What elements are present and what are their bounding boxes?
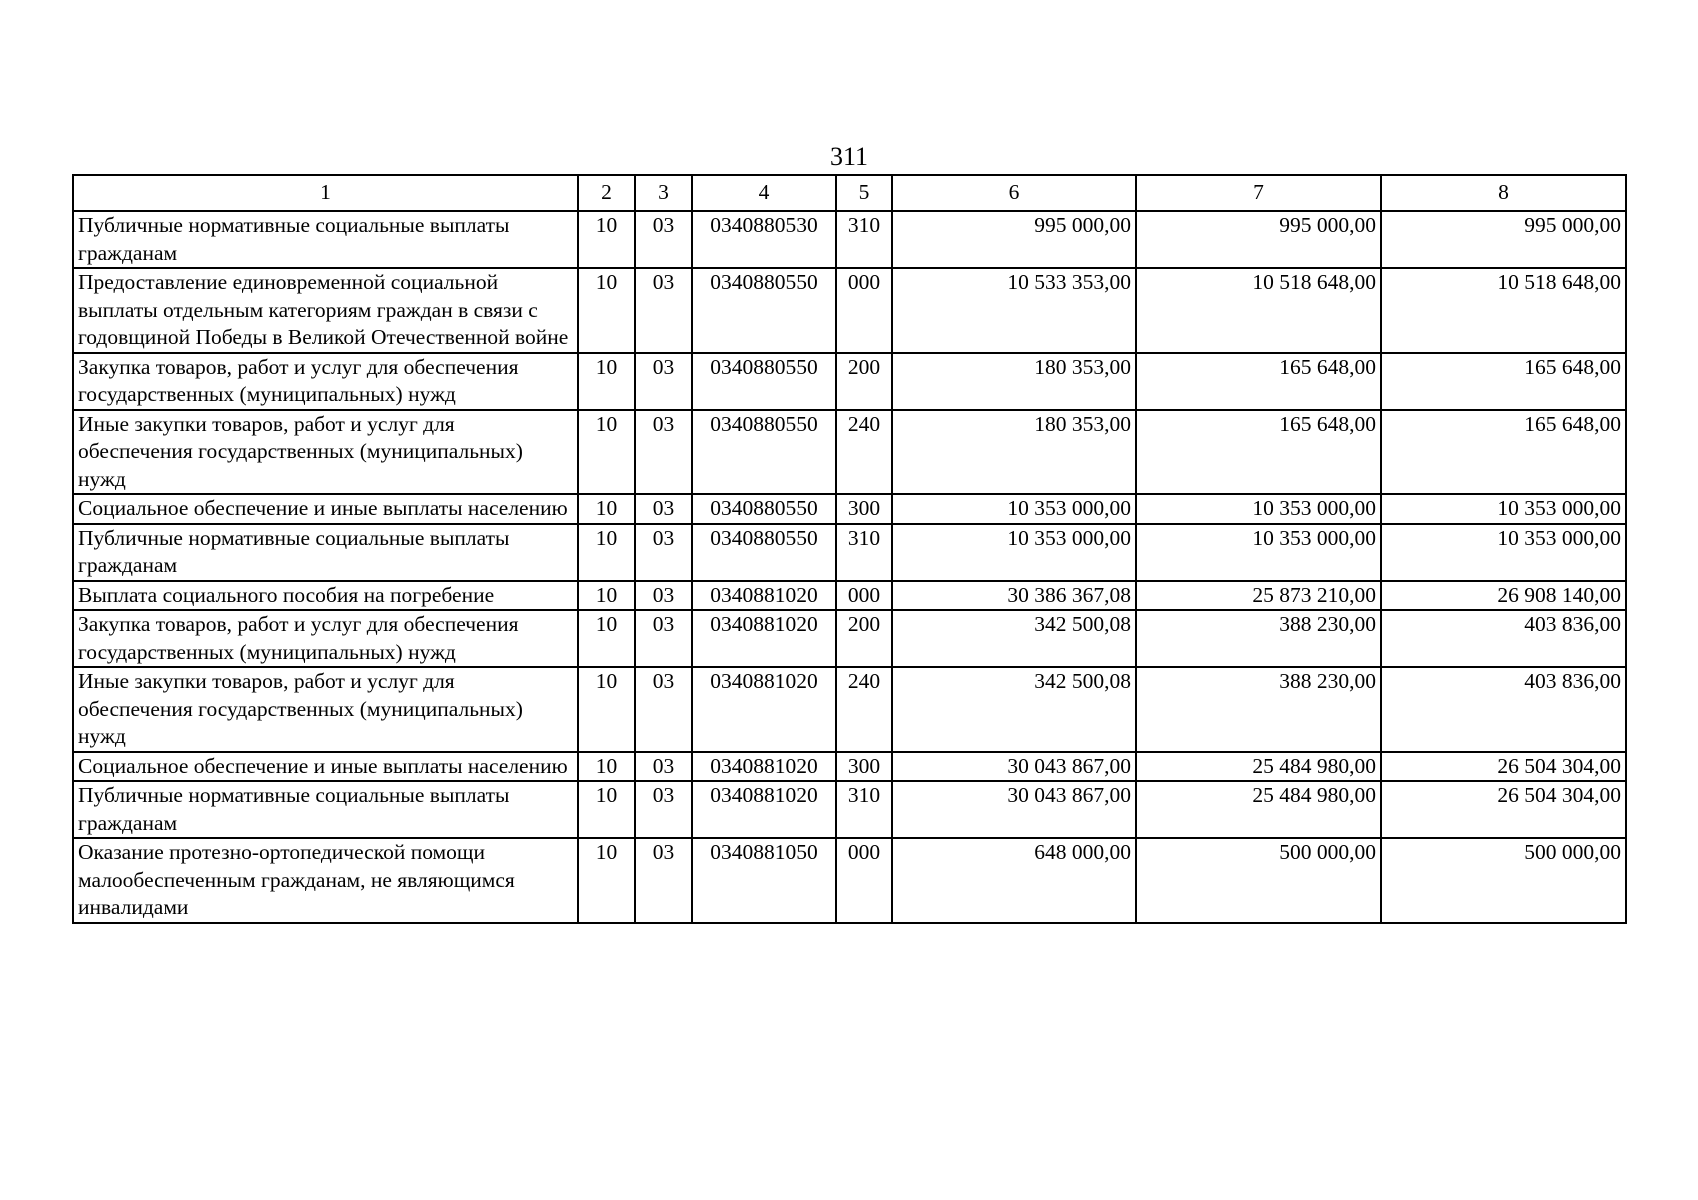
- row-name-cell: Закупка товаров, работ и услуг для обеспечения государственных (муниципальных) нужд: [73, 353, 578, 410]
- section-code-cell: 10: [578, 667, 635, 752]
- amount-col8-cell: 10 518 648,00: [1381, 268, 1626, 353]
- budget-table: [72, 174, 1627, 924]
- section-code-cell: 10: [578, 268, 635, 353]
- section-code-cell: 10: [578, 581, 635, 611]
- section-code-cell: 10: [578, 410, 635, 495]
- amount-col7-cell: 25 484 980,00: [1136, 752, 1381, 782]
- row-name-cell: Оказание протезно-ортопедической помощи малообеспеченным гражданам, не являющимся инвалидами: [73, 838, 578, 923]
- row-name-cell: Предоставление единовременной социальной выплаты отдельным категориям граждан в связи с годовщиной Победы в Великой Отечественной войне: [73, 268, 578, 353]
- expense-type-cell: 200: [836, 610, 892, 667]
- amount-col6-cell: 342 500,08: [892, 610, 1136, 667]
- target-article-cell: 0340881020: [692, 581, 836, 611]
- subsection-code-cell: 03: [635, 524, 692, 581]
- amount-col7-cell: 500 000,00: [1136, 838, 1381, 923]
- table-row: [73, 268, 1626, 353]
- target-article-cell: 0340880550: [692, 353, 836, 410]
- amount-col6-cell: 342 500,08: [892, 667, 1136, 752]
- row-name-cell: Иные закупки товаров, работ и услуг для обеспечения государственных (муниципальных) нужд: [73, 667, 578, 752]
- subsection-code-cell: 03: [635, 781, 692, 838]
- page-number: 311: [829, 142, 869, 171]
- amount-col7-cell: 25 873 210,00: [1136, 581, 1381, 611]
- row-name-cell: Публичные нормативные социальные выплаты гражданам: [73, 211, 578, 268]
- amount-col7-cell: 388 230,00: [1136, 667, 1381, 752]
- row-name-cell: Публичные нормативные социальные выплаты гражданам: [73, 781, 578, 838]
- amount-col8-cell: 26 908 140,00: [1381, 581, 1626, 611]
- section-code-cell: 10: [578, 353, 635, 410]
- expense-type-cell: 240: [836, 410, 892, 495]
- target-article-cell: 0340880550: [692, 410, 836, 495]
- expense-type-cell: 000: [836, 268, 892, 353]
- subsection-code-cell: 03: [635, 211, 692, 268]
- header-cell: 2: [578, 175, 635, 211]
- amount-col8-cell: 165 648,00: [1381, 410, 1626, 495]
- expense-type-cell: 310: [836, 524, 892, 581]
- table-row: [73, 211, 1626, 268]
- subsection-code-cell: 03: [635, 494, 692, 524]
- header-cell: 3: [635, 175, 692, 211]
- table-row: [73, 581, 1626, 611]
- table-row: [73, 410, 1626, 495]
- amount-col7-cell: 995 000,00: [1136, 211, 1381, 268]
- section-code-cell: 10: [578, 494, 635, 524]
- amount-col6-cell: 30 386 367,08: [892, 581, 1136, 611]
- amount-col7-cell: 10 353 000,00: [1136, 494, 1381, 524]
- table-row: [73, 667, 1626, 752]
- subsection-code-cell: 03: [635, 752, 692, 782]
- subsection-code-cell: 03: [635, 838, 692, 923]
- subsection-code-cell: 03: [635, 667, 692, 752]
- target-article-cell: 0340881050: [692, 838, 836, 923]
- section-code-cell: 10: [578, 781, 635, 838]
- amount-col6-cell: 180 353,00: [892, 353, 1136, 410]
- subsection-code-cell: 03: [635, 581, 692, 611]
- amount-col7-cell: 25 484 980,00: [1136, 781, 1381, 838]
- table-row: [73, 752, 1626, 782]
- amount-col6-cell: 30 043 867,00: [892, 752, 1136, 782]
- target-article-cell: 0340881020: [692, 610, 836, 667]
- target-article-cell: 0340880550: [692, 268, 836, 353]
- table-row: [73, 610, 1626, 667]
- amount-col8-cell: 403 836,00: [1381, 610, 1626, 667]
- header-cell: 8: [1381, 175, 1626, 211]
- amount-col7-cell: 165 648,00: [1136, 353, 1381, 410]
- target-article-cell: 0340881020: [692, 667, 836, 752]
- table-row: [73, 353, 1626, 410]
- amount-col8-cell: 165 648,00: [1381, 353, 1626, 410]
- subsection-code-cell: 03: [635, 610, 692, 667]
- section-code-cell: 10: [578, 752, 635, 782]
- row-name-cell: Закупка товаров, работ и услуг для обеспечения государственных (муниципальных) нужд: [73, 610, 578, 667]
- amount-col8-cell: 995 000,00: [1381, 211, 1626, 268]
- row-name-cell: Выплата социального пособия на погребение: [73, 581, 578, 611]
- subsection-code-cell: 03: [635, 353, 692, 410]
- row-name-cell: Публичные нормативные социальные выплаты гражданам: [73, 524, 578, 581]
- amount-col7-cell: 10 518 648,00: [1136, 268, 1381, 353]
- amount-col6-cell: 648 000,00: [892, 838, 1136, 923]
- amount-col6-cell: 10 353 000,00: [892, 524, 1136, 581]
- amount-col6-cell: 995 000,00: [892, 211, 1136, 268]
- table-row: [73, 494, 1626, 524]
- row-name-cell: Иные закупки товаров, работ и услуг для обеспечения государственных (муниципальных) нужд: [73, 410, 578, 495]
- header-row: [73, 175, 1626, 211]
- target-article-cell: 0340880530: [692, 211, 836, 268]
- header-cell: 6: [892, 175, 1136, 211]
- amount-col7-cell: 388 230,00: [1136, 610, 1381, 667]
- header-cell: 1: [73, 175, 578, 211]
- amount-col8-cell: 10 353 000,00: [1381, 494, 1626, 524]
- amount-col8-cell: 10 353 000,00: [1381, 524, 1626, 581]
- target-article-cell: 0340881020: [692, 781, 836, 838]
- header-cell: 7: [1136, 175, 1381, 211]
- row-name-cell: Социальное обеспечение и иные выплаты населению: [73, 494, 578, 524]
- section-code-cell: 10: [578, 838, 635, 923]
- amount-col8-cell: 26 504 304,00: [1381, 752, 1626, 782]
- expense-type-cell: 000: [836, 581, 892, 611]
- header-cell: 5: [836, 175, 892, 211]
- expense-type-cell: 300: [836, 752, 892, 782]
- target-article-cell: 0340881020: [692, 752, 836, 782]
- table-row: [73, 524, 1626, 581]
- subsection-code-cell: 03: [635, 268, 692, 353]
- amount-col7-cell: 165 648,00: [1136, 410, 1381, 495]
- row-name-cell: Социальное обеспечение и иные выплаты населению: [73, 752, 578, 782]
- expense-type-cell: 310: [836, 211, 892, 268]
- amount-col8-cell: 26 504 304,00: [1381, 781, 1626, 838]
- expense-type-cell: 310: [836, 781, 892, 838]
- amount-col6-cell: 180 353,00: [892, 410, 1136, 495]
- amount-col6-cell: 10 533 353,00: [892, 268, 1136, 353]
- table-row: [73, 838, 1626, 923]
- header-cell: 4: [692, 175, 836, 211]
- expense-type-cell: 300: [836, 494, 892, 524]
- target-article-cell: 0340880550: [692, 494, 836, 524]
- expense-type-cell: 200: [836, 353, 892, 410]
- section-code-cell: 10: [578, 610, 635, 667]
- section-code-cell: 10: [578, 211, 635, 268]
- amount-col6-cell: 30 043 867,00: [892, 781, 1136, 838]
- amount-col6-cell: 10 353 000,00: [892, 494, 1136, 524]
- section-code-cell: 10: [578, 524, 635, 581]
- subsection-code-cell: 03: [635, 410, 692, 495]
- amount-col7-cell: 10 353 000,00: [1136, 524, 1381, 581]
- table-row: [73, 781, 1626, 838]
- target-article-cell: 0340880550: [692, 524, 836, 581]
- expense-type-cell: 240: [836, 667, 892, 752]
- amount-col8-cell: 500 000,00: [1381, 838, 1626, 923]
- table-body: [73, 211, 1626, 923]
- amount-col8-cell: 403 836,00: [1381, 667, 1626, 752]
- expense-type-cell: 000: [836, 838, 892, 923]
